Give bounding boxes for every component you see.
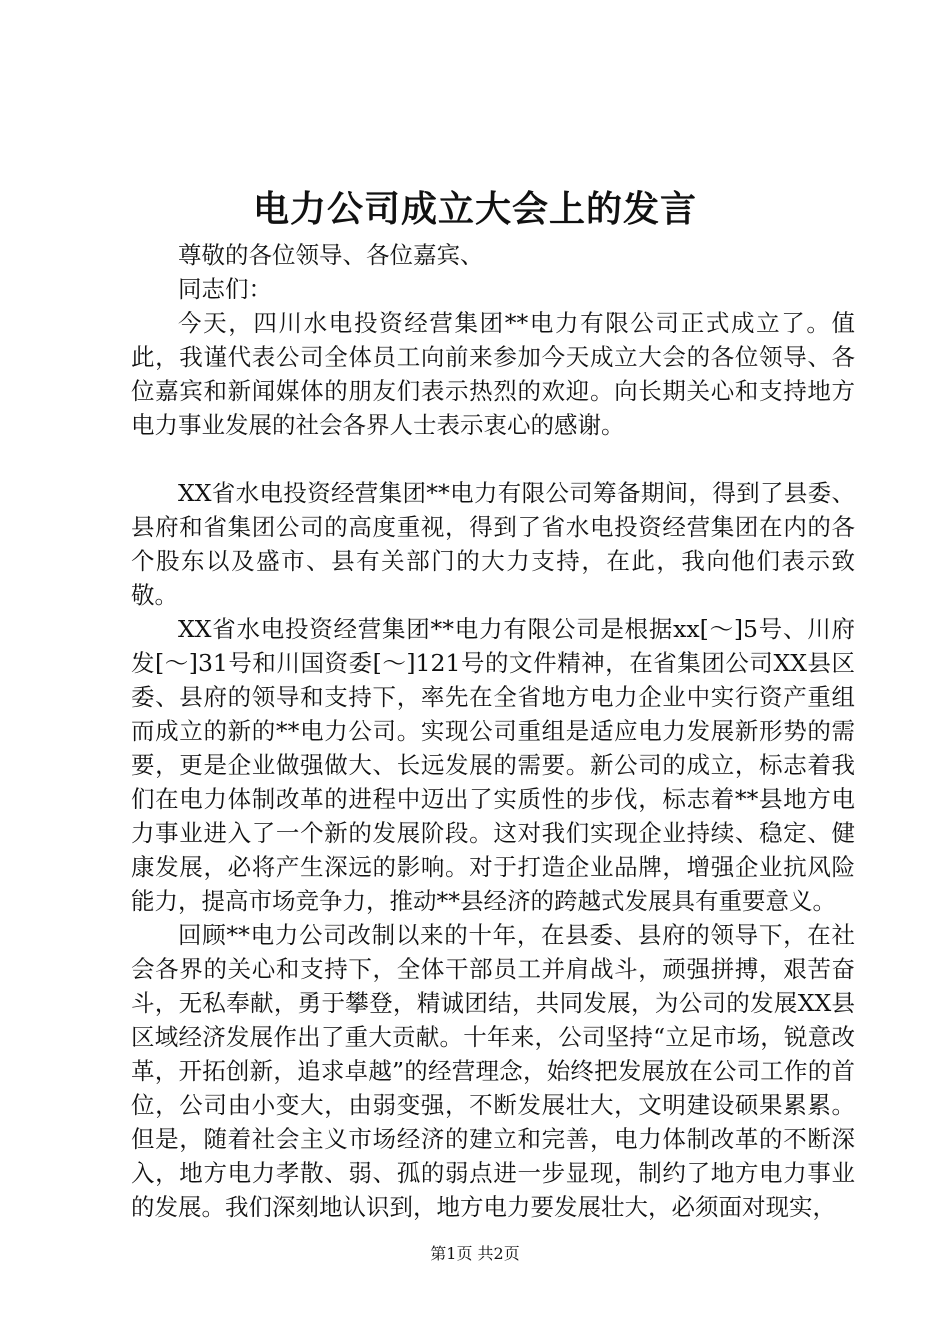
page-number-footer: 第1页 共2页: [430, 1244, 520, 1263]
document-title: 电力公司成立大会上的发言: [252, 188, 697, 230]
document-body: [131, 238, 855, 1224]
paragraph-2: XX省水电投资经营集团**电力有限公司筹备期间，得到了县委、县府和省集团公司的高度重视，得到了省水电投资经营集团在内的各个股东以及盛市、县有关部门的大力支持，在此，我向他们表示致敬。: [131, 479, 855, 609]
paragraph-1: 今天，四川水电投资经营集团**电力有限公司正式成立了。值此，我谨代表公司全体员工向前来参加今天成立大会的各位领导、各位嘉宾和新闻媒体的朋友们表示热烈的欢迎。向长期关心和支持地方电力事业发展的社会各界人士表示衷心的感谢。: [131, 309, 855, 439]
paragraph-4: 回顾**电力公司改制以来的十年，在县委、县府的领导下，在社会各界的关心和支持下，全体干部员工并肩战斗，顽强拼搏，艰苦奋斗，无私奉献，勇于攀登，精诚团结，共同发展，为公司的发展XX县区域经济发展作出了重大贡献。十年来，公司坚持“立足市场，锐意改革，开拓创新，追求卓越”的经营理念，始终把发展放在公司工作的首位，公司由小变大，由弱变强，不断发展壮大，文明建设硕果累累。但是，随着社会主义市场经济的建立和完善，电力体制改革的不断深入，地方电力孝散、弱、孤的弱点进一步显现，制约了地方电力事业的发展。我们深刻地认识到，地方电力要发展壮大，必须面对现实，: [131, 921, 855, 1221]
greeting-line-1: 尊敬的各位领导、各位嘉宾、: [178, 241, 484, 269]
greeting-line-2: 同志们：: [178, 275, 272, 303]
paragraph-3: XX省水电投资经营集团**电力有限公司是根据xx[～]5号、川府发[～]31号和川国资委[～]121号的文件精神，在省集团公司XX县区委、县府的领导和支持下，率先在全省地方电力企业中实行资产重组而成立的新的**电力公司。实现公司重组是适应电力发展新形势的需要，更是企业做强做大、长远发展的需要。新公司的成立，标志着我们在电力体制改革的进程中迈出了实质性的步伐，标志着**县地方电力事业进入了一个新的发展阶段。这对我们实现企业持续、稳定、健康发展，必将产生深远的影响。对于打造企业品牌，增强企业抗风险能力，提高市场竞争力，推动**县经济的跨越式发展具有重要意义。: [131, 615, 855, 915]
